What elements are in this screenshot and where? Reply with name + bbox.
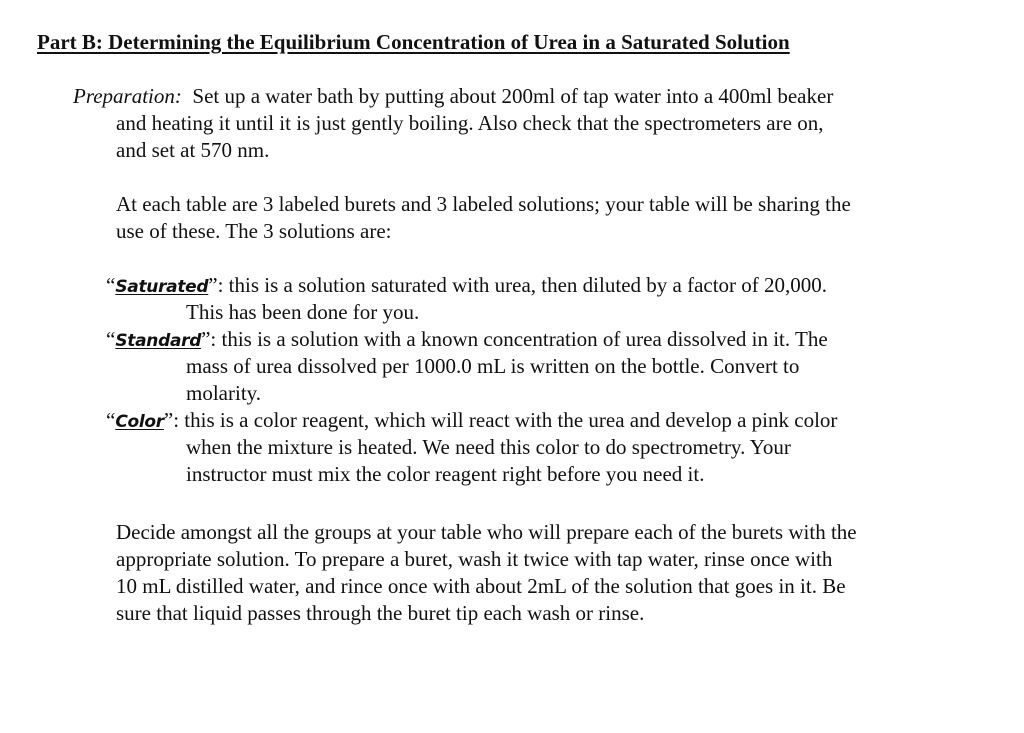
solution-standard-line-3: molarity.	[186, 381, 262, 405]
solution-color-desc: ”: this is a color reagent, which will react with the urea and develop a pink color	[163, 408, 838, 432]
preparation-paragraph	[73, 83, 833, 164]
intro-line-2: use of these. The 3 solutions are:	[116, 219, 392, 243]
solution-saturated	[106, 272, 837, 326]
open-quote: “	[106, 273, 116, 297]
decide-paragraph	[116, 519, 857, 627]
solution-name-saturated: Saturated	[115, 277, 209, 297]
open-quote: “	[106, 327, 116, 351]
decide-line-1: Decide amongst all the groups at your table who will prepare each of the burets with the	[116, 520, 857, 544]
solution-color-line-2: when the mixture is heated. We need this color to do spectrometry. Your	[186, 435, 791, 459]
decide-line-4: sure that liquid passes through the buret tip each wash or rinse.	[116, 601, 645, 625]
solution-standard-desc: ”: this is a solution with a known concentration of urea dissolved in it. The	[201, 327, 828, 351]
solution-color	[106, 407, 837, 488]
intro-line-1: At each table are 3 labeled burets and 3 labeled solutions; your table will be sharing the	[116, 192, 851, 216]
preparation-label: Preparation:	[73, 84, 182, 108]
preparation-text: Set up a water bath by putting about 200ml of tap water into a 400ml beaker	[181, 84, 834, 108]
solution-color-line-3: instructor must mix the color reagent right before you need it.	[186, 462, 705, 486]
solutions-list	[106, 272, 837, 488]
intro-paragraph	[116, 191, 851, 245]
solution-standard-line-1	[106, 326, 837, 353]
solution-color-line-1	[106, 407, 837, 434]
solution-standard-line-2: mass of urea dissolved per 1000.0 mL is written on the bottle. Convert to	[186, 354, 800, 378]
solution-saturated-line-1	[106, 272, 837, 299]
preparation-line-1	[73, 83, 833, 110]
open-quote: “	[106, 408, 116, 432]
solution-name-standard: Standard	[115, 331, 202, 351]
solution-standard	[106, 326, 837, 407]
solution-name-color: Color	[115, 412, 164, 432]
page-title: Part B: Determining the Equilibrium Concentration of Urea in a Saturated Solution	[37, 30, 790, 54]
decide-line-3: 10 mL distilled water, and rince once with about 2mL of the solution that goes in it. Be	[116, 574, 846, 598]
preparation-line-3: and set at 570 nm.	[116, 138, 270, 162]
solution-saturated-line-2: This has been done for you.	[186, 300, 420, 324]
decide-line-2: appropriate solution. To prepare a buret, wash it twice with tap water, rinse once with	[116, 547, 833, 571]
preparation-line-2: and heating it until it is just gently boiling. Also check that the spectrometers are on,	[116, 111, 824, 135]
solution-saturated-desc: ”: this is a solution saturated with urea, then diluted by a factor of 20,000.	[208, 273, 828, 297]
